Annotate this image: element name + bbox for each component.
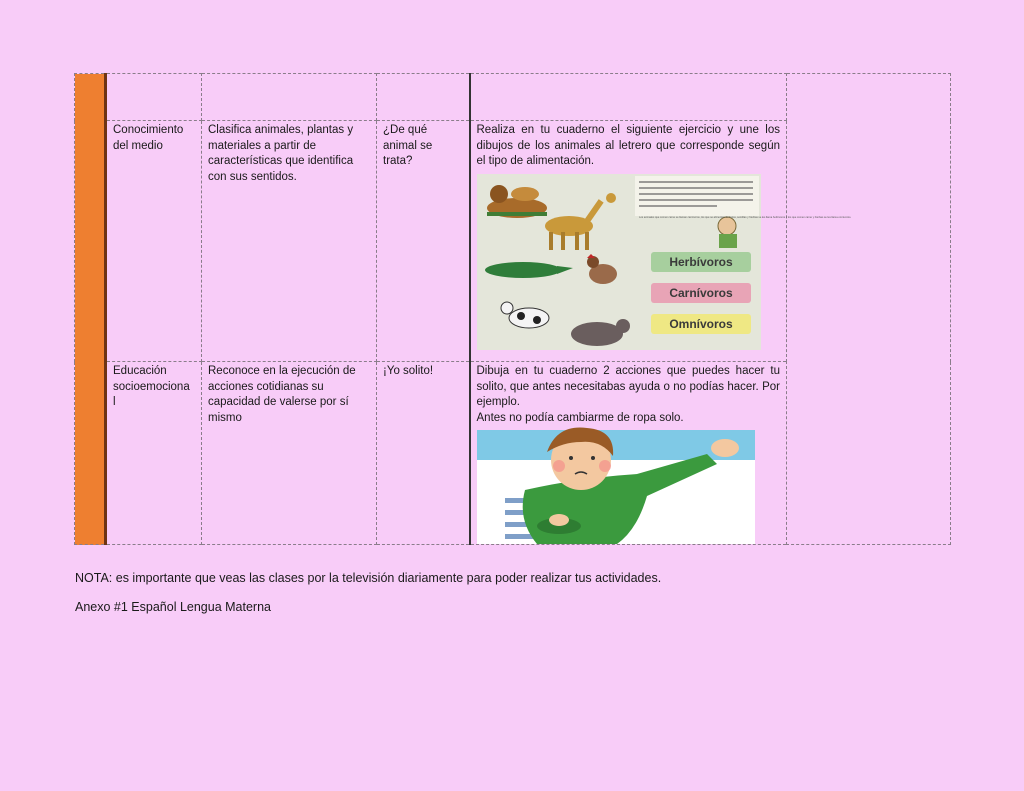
holding-hand	[549, 514, 569, 526]
diet-caption-box	[635, 176, 759, 216]
table-cell	[377, 74, 470, 121]
activity-cell	[470, 121, 851, 362]
activity-text: Realiza en tu cuaderno el siguiente ejercicio y une los dibujos de los animales al letrero que corresponde según el tipo de alimentación.	[476, 124, 780, 167]
activity-text: Dibuja en tu cuaderno 2 acciones que puedes hacer tu solito, que antes necesitabas ayuda o no podías hacer. Por ejemplo.	[476, 365, 780, 408]
learning-cell	[202, 121, 377, 362]
animal-diet-illustration	[477, 174, 851, 350]
subject-cell	[106, 121, 202, 362]
raised-hand	[711, 439, 739, 457]
activity-example: Antes no podía cambiarme de ropa solo.	[476, 411, 684, 424]
svg-text:Omnívoros: Omnívoros	[668, 316, 733, 331]
table-cell-right-empty	[787, 74, 951, 545]
table-cell	[202, 74, 377, 121]
orange-side-stripe	[75, 74, 106, 545]
activities-table	[74, 73, 951, 545]
activity-title: ¿De qué animal se trata?	[383, 124, 433, 167]
herbivores-label-box	[651, 252, 751, 272]
diet-caption-text: Los animales que comen carne se llaman carnívoros, los que se alimentan de frutos, semillas y hierbas se les llama herbívoros y los que comen carne y hierbas se les llama omnívoros.	[638, 215, 851, 219]
subject-text: Educación socioemociona l	[113, 365, 190, 408]
table-cell	[106, 74, 202, 121]
learning-text: Reconoce en la ejecución de acciones cotidianas su capacidad de valerse por sí mismo	[208, 365, 356, 424]
table-row-empty	[75, 74, 951, 121]
activity-cell	[470, 362, 787, 545]
learning-text: Clasifica animales, plantas y materiales a partir de características que identifica con sus sentidos.	[208, 124, 354, 183]
carnivores-label-box	[651, 283, 751, 303]
svg-text:Carnívoros: Carnívoros	[668, 285, 733, 300]
title-cell	[377, 121, 470, 362]
note-text: NOTA: es importante que veas las clases por la televisión diariamente para poder realizar tus actividades.	[75, 571, 662, 585]
child-dressing-illustration	[477, 430, 755, 544]
subject-text: Conocimiento del medio	[113, 124, 184, 152]
omnivores-label-box	[651, 314, 751, 334]
table-cell	[470, 74, 787, 121]
subject-cell	[106, 362, 202, 545]
annex-title: Anexo #1 Español Lengua Materna	[75, 600, 271, 614]
activity-title: ¡Yo solito!	[383, 365, 434, 377]
learning-cell	[202, 362, 377, 545]
title-cell	[377, 362, 470, 545]
svg-text:Herbívoros: Herbívoros	[668, 254, 733, 269]
